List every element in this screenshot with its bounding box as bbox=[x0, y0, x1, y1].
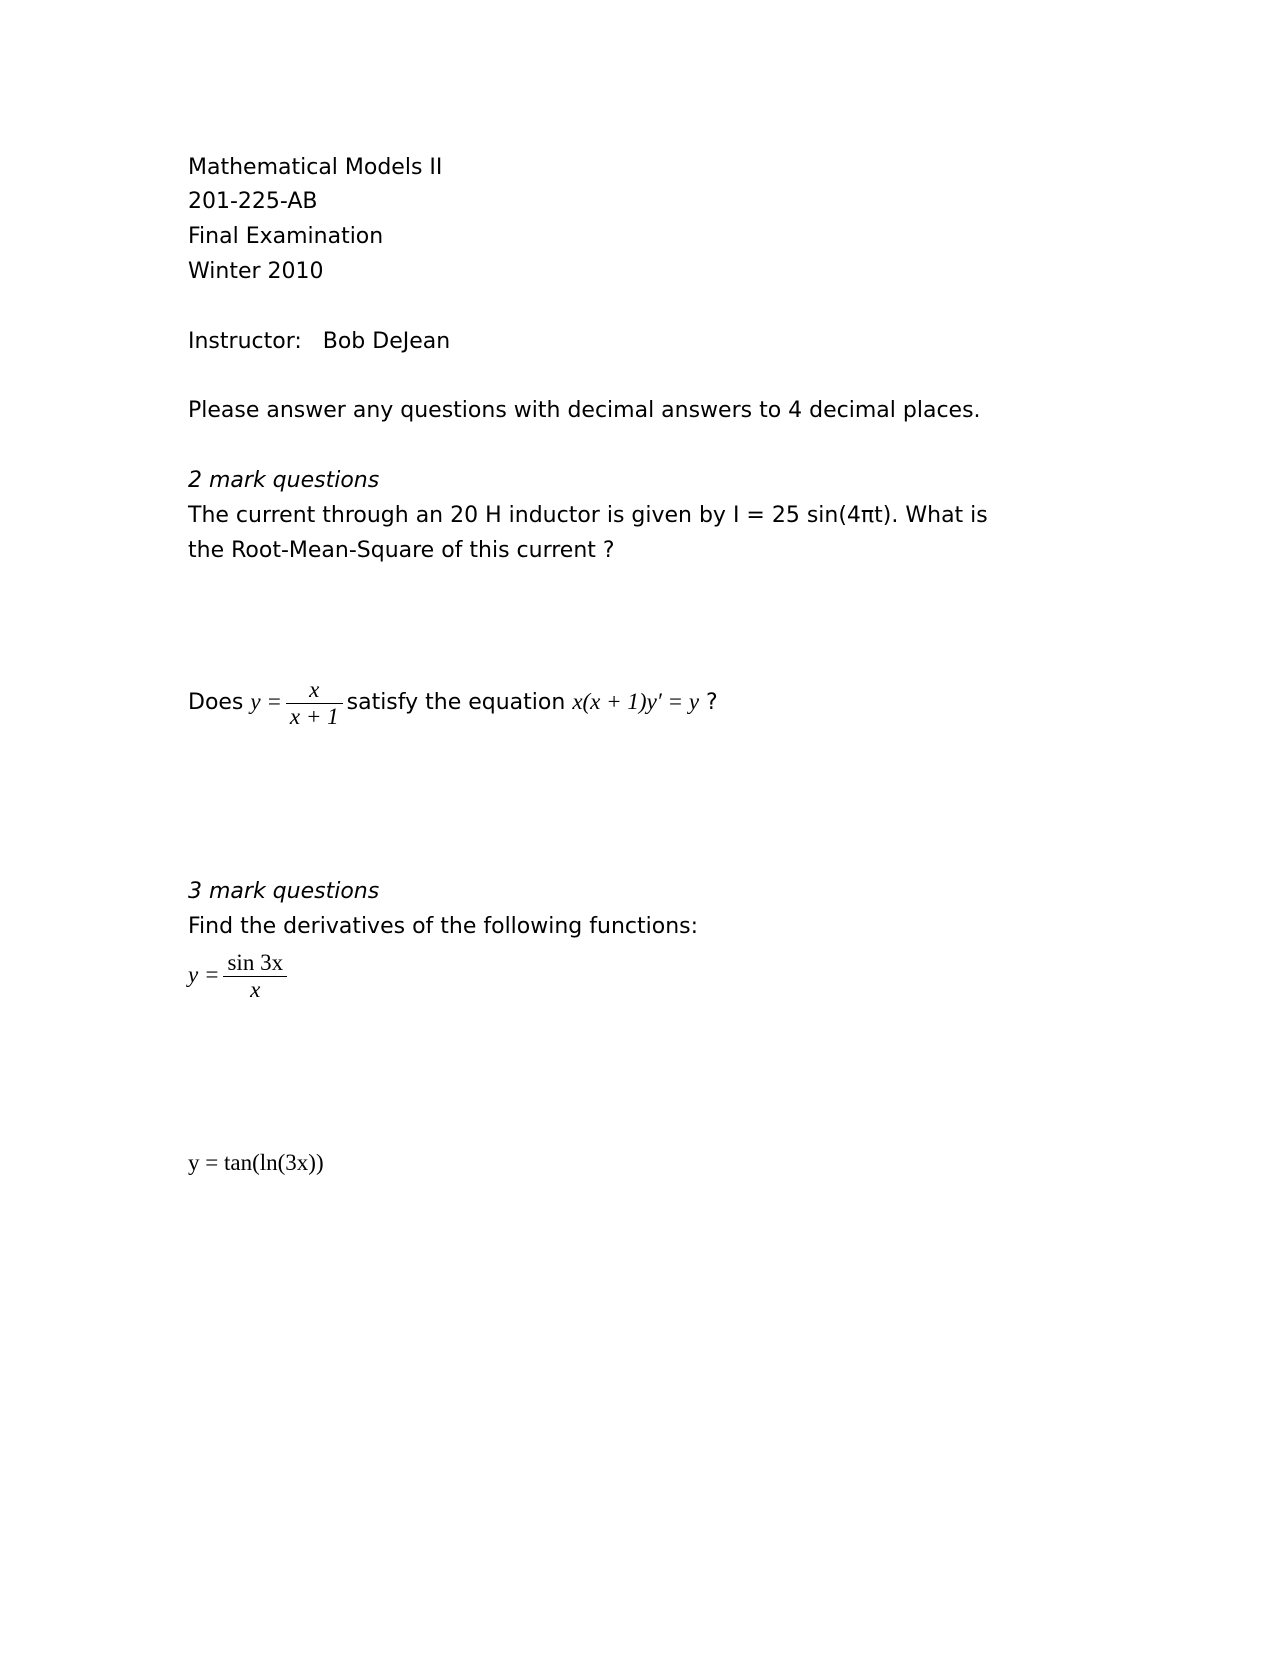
section-2-heading: 2 mark questions bbox=[188, 468, 380, 493]
exam-term: Winter 2010 bbox=[188, 259, 324, 284]
f1-lhs: y = bbox=[188, 962, 220, 987]
q2-numerator: x bbox=[286, 677, 343, 704]
instructor-label: Instructor: bbox=[188, 329, 302, 354]
question-1-line-1: The current through an 20 H inductor is given by I = 25 sin(4πt). What is bbox=[188, 503, 988, 528]
f1-denominator: x bbox=[250, 976, 261, 1002]
section-3-heading: 3 mark questions bbox=[188, 879, 380, 904]
f1-fraction bbox=[223, 950, 287, 1003]
instructor-name: Bob DeJean bbox=[322, 329, 451, 354]
course-title: Mathematical Models II bbox=[188, 155, 443, 180]
question-1-line-2: the Root-Mean-Square of this current ? bbox=[188, 538, 615, 563]
function-1 bbox=[188, 945, 291, 1006]
instructor-line bbox=[188, 327, 450, 357]
instructions: Please answer any questions with decimal answers to 4 decimal places. bbox=[188, 398, 981, 423]
q2-denominator: x + 1 bbox=[289, 703, 339, 729]
q2-mid: satisfy the equation bbox=[346, 690, 566, 715]
q2-equation: x(x + 1)y′ = y bbox=[572, 689, 700, 714]
question-2 bbox=[188, 672, 718, 733]
function-2: y = tan(ln(3x)) bbox=[188, 1150, 324, 1175]
course-code: 201-225-AB bbox=[188, 189, 318, 214]
q2-end: ? bbox=[706, 690, 718, 715]
exam-title: Final Examination bbox=[188, 224, 384, 249]
section-3-prompt: Find the derivatives of the following functions: bbox=[188, 914, 699, 939]
q2-fraction bbox=[286, 677, 343, 730]
q2-lhs: y = bbox=[250, 689, 282, 714]
q2-pre: Does bbox=[188, 690, 244, 715]
f1-numerator: sin 3x bbox=[223, 950, 287, 977]
